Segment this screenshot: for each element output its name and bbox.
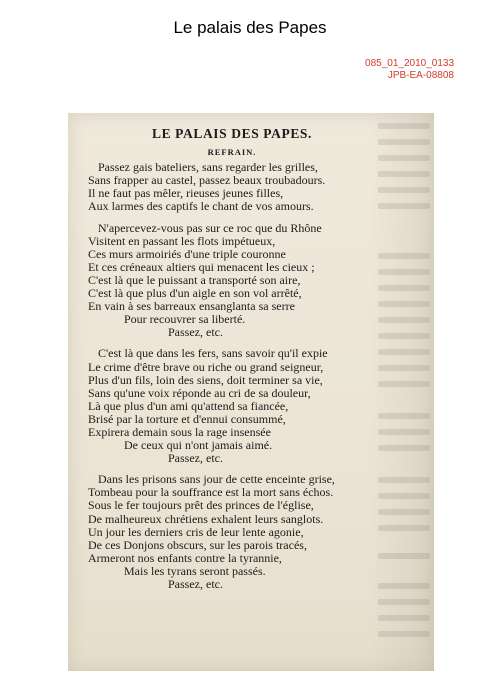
refrain-reference: Passez, etc.	[168, 577, 223, 591]
reference-catalog-id: JPB-EA-08808	[387, 70, 454, 81]
verse-line: Le crime d'être brave ou riche ou grand seigneur,	[88, 359, 324, 374]
verse-line: C'est là que le puissant a transporté son aire,	[88, 272, 301, 287]
verse-line: Mais les tyrans seront passés.	[124, 563, 266, 578]
stanza-3	[82, 473, 382, 591]
stanza-2	[82, 347, 382, 465]
document-reference	[365, 58, 454, 82]
verse-line: De malheureux chrétiens exhalent leurs sanglots.	[88, 511, 324, 526]
verse-line: Ces murs armoiriés d'une triple couronne	[88, 246, 286, 261]
scanned-page	[68, 113, 434, 671]
verse-line: En vain à ses barreaux ensanglanta sa serre	[88, 299, 295, 314]
refrain-reference: Passez, etc.	[168, 325, 223, 340]
reference-code: 085_01_2010_0133	[365, 58, 454, 69]
verse-line: Dans les prisons sans jour de cette enceinte grise,	[98, 472, 335, 487]
verse-line: De ces Donjons obscurs, sur les parois tracés,	[88, 537, 307, 552]
verse-line: Sous le fer toujours prêt des princes de l'église,	[88, 498, 314, 513]
refrain-stanza	[82, 161, 382, 213]
verse-line: Pour recouvrer sa liberté.	[124, 312, 246, 327]
verse-line: Un jour les derniers cris de leur lente agonie,	[88, 524, 304, 539]
refrain-line: Passez gais bateliers, sans regarder les grilles,	[98, 160, 318, 175]
verse-line: Expirera demain sous la rage insensée	[88, 424, 271, 439]
verse-line: Armeront nos enfants contre la tyrannie,	[88, 550, 282, 565]
refrain-label: REFRAIN.	[207, 147, 257, 158]
verse-line: Visitent en passant les flots impétueux,	[88, 233, 276, 248]
verse-line: Et ces créneaux altiers qui menacent les cieux ;	[88, 259, 315, 274]
verse-line: Brisé par la torture et d'ennui consummé,	[88, 411, 286, 426]
verse-line: Là que plus d'un ami qu'attend sa fiancée,	[88, 398, 289, 413]
verse-line: Sans qu'une voix réponde au cri de sa douleur,	[88, 385, 311, 400]
page-title: Le palais des Papes	[173, 18, 327, 37]
verse-line: C'est là que plus d'un aigle en son vol arrêté,	[88, 286, 302, 301]
refrain-line: Il ne faut pas mêler, rieuses jeunes filles,	[88, 186, 284, 201]
verse-line: N'apercevez-vous pas sur ce roc que du Rhône	[98, 220, 322, 235]
verse-line: C'est là que dans les fers, sans savoir qu'il expie	[98, 346, 328, 361]
poem	[82, 127, 382, 599]
stanza-1	[82, 222, 382, 340]
verse-line: Plus d'un fils, loin des siens, doit terminer sa vie,	[88, 372, 323, 387]
refrain-line: Sans frapper au castel, passez beaux troubadours.	[88, 173, 326, 188]
verse-line: De ceux qui n'ont jamais aimé.	[124, 438, 273, 453]
refrain-reference: Passez, etc.	[168, 451, 223, 466]
poem-title: LE PALAIS DES PAPES.	[151, 126, 313, 141]
verse-line: Tombeau pour la souffrance est la mort sans échos.	[88, 485, 334, 500]
refrain-line: Aux larmes des captifs le chant de vos amours.	[88, 199, 314, 214]
